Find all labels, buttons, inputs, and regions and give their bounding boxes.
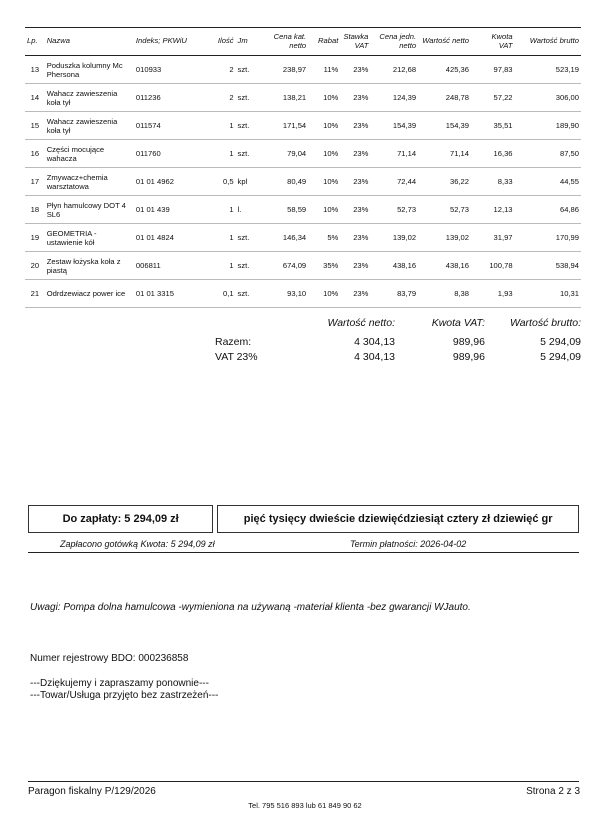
cell-name: Zestaw łożyska koła z piastą (46, 256, 121, 275)
cell-unit: szt. (237, 261, 250, 270)
cell-name: GEOMETRIA - ustawienie kół (46, 228, 97, 247)
totals-sum-row (215, 334, 581, 349)
table-header-row (25, 28, 581, 56)
cell-cat-price: 238,97 (282, 65, 307, 74)
cell-vat: 35,51 (493, 121, 513, 130)
cell-index: 006811 (135, 261, 161, 270)
cell-index: 011574 (135, 121, 161, 130)
thank-you-note (30, 678, 218, 702)
cell-gross: 64,86 (559, 205, 579, 214)
cell-cat-price: 93,10 (287, 289, 307, 298)
cell-unit: szt. (237, 149, 250, 158)
cell-unit: kpl (237, 177, 248, 186)
cell-discount: 10% (323, 93, 339, 102)
cell-discount: 5% (327, 233, 339, 242)
cell-unit-price: 83,79 (397, 289, 417, 298)
cell-discount: 10% (323, 121, 339, 130)
cell-discount: 35% (323, 261, 339, 270)
thanks-line-2: ---Towar/Usługa przyjęto bez zastrzeżeń--- (30, 690, 219, 701)
cell-qty: 2 (229, 93, 234, 102)
col-unit-price: Cena jedn. netto (379, 32, 417, 50)
totals-summary (215, 315, 581, 364)
cell-lp: 16 (30, 149, 40, 158)
cell-vat: 1,93 (497, 289, 513, 298)
cell-qty: 0,5 (222, 177, 234, 186)
cell-vat-rate: 23% (353, 121, 369, 130)
rate-vat: 989,96 (452, 350, 485, 363)
cell-cat-price: 146,34 (282, 233, 307, 242)
cell-vat: 16,36 (493, 149, 513, 158)
cell-unit-price: 139,02 (392, 233, 417, 242)
payment-due-boxes (28, 505, 579, 533)
cell-net: 139,02 (445, 233, 469, 242)
table-row (25, 140, 581, 168)
cell-index: 01 01 439 (135, 205, 170, 214)
col-vat-rate: Stawka VAT (343, 32, 369, 50)
sum-vat: 989,96 (452, 335, 485, 348)
footer-divider (28, 781, 579, 782)
cell-net: 425,36 (445, 65, 469, 74)
cell-index: 01 01 3315 (135, 289, 174, 298)
cell-vat-rate: 23% (353, 65, 369, 74)
sum-label: Razem: (215, 335, 252, 348)
rate-label: VAT 23% (215, 350, 258, 363)
sum-gross: 5 294,09 (540, 335, 581, 348)
cell-index: 010933 (135, 65, 162, 74)
table-row (25, 224, 581, 252)
table-row (25, 196, 581, 224)
cell-vat-rate: 23% (353, 177, 369, 186)
rate-net: 4 304,13 (354, 350, 395, 363)
cell-lp: 13 (30, 65, 40, 74)
cell-gross: 306,00 (555, 93, 579, 102)
cell-name: Płyn hamulcowy DOT 4 SL6 (46, 200, 126, 219)
cell-index: 01 01 4824 (135, 233, 174, 242)
col-unit: Jm (237, 36, 248, 46)
cell-gross: 189,90 (555, 121, 579, 130)
paid-cash-info: Zapłacono gotówką Kwota: 5 294,09 zł (60, 539, 215, 549)
receipt-number: Paragon fiskalny P/129/2026 (28, 786, 156, 797)
cell-cat-price: 80,49 (287, 177, 307, 186)
cell-cat-price: 79,04 (287, 149, 307, 158)
table-row (25, 252, 581, 280)
sum-net: 4 304,13 (354, 335, 395, 348)
amount-due: Do zapłaty: 5 294,09 zł (28, 505, 213, 533)
remarks: Uwagi: Pompa dolna hamulcowa -wymieniona na używaną -materiał klienta -bez gwarancji WJauto. (30, 602, 471, 613)
cell-discount: 10% (323, 205, 339, 214)
cell-net: 36,22 (449, 177, 469, 186)
cell-qty: 1 (229, 149, 234, 158)
col-qty: Ilość (217, 36, 234, 46)
table-row (25, 84, 581, 112)
cell-gross: 538,94 (555, 261, 579, 270)
rate-gross: 5 294,09 (540, 350, 581, 363)
col-discount: Rabat (318, 36, 339, 46)
cell-qty: 1 (229, 121, 234, 130)
cell-vat: 100,78 (489, 261, 513, 270)
cell-vat-rate: 23% (353, 205, 369, 214)
totals-vat-label: Kwota VAT: (431, 316, 485, 329)
cell-discount: 11% (323, 65, 339, 74)
cell-discount: 10% (323, 177, 339, 186)
col-vat-amount: Kwota VAT (491, 32, 513, 50)
cell-gross: 87,50 (559, 149, 579, 158)
cell-vat: 57,22 (493, 93, 513, 102)
thanks-line-1: ---Dziękujemy i zapraszamy ponownie--- (30, 678, 209, 689)
cell-unit: szt. (237, 65, 250, 74)
cell-unit: szt. (237, 289, 250, 298)
cell-qty: 1 (229, 233, 234, 242)
payment-term: Termin płatności: 2026-04-02 (350, 539, 467, 549)
cell-cat-price: 171,54 (282, 121, 307, 130)
cell-unit: szt. (237, 233, 250, 242)
cell-discount: 10% (323, 149, 339, 158)
cell-net: 8,38 (454, 289, 469, 298)
cell-unit-price: 124,39 (392, 93, 417, 102)
cell-vat: 8,33 (497, 177, 513, 186)
totals-gross-label: Wartość brutto: (510, 316, 581, 329)
cell-name: Wahacz zawieszenia koła tył (46, 88, 118, 107)
cell-name: Odrdzewiacz power ice (46, 289, 126, 298)
col-lp: Lp. (27, 36, 38, 46)
cell-vat: 97,83 (493, 65, 513, 74)
payment-divider (28, 552, 579, 553)
cell-unit-price: 52,73 (397, 205, 417, 214)
cell-lp: 17 (30, 177, 40, 186)
contact-phone: Tel. 795 516 893 lub 61 849 90 62 (248, 801, 362, 810)
cell-gross: 523,19 (555, 65, 579, 74)
cell-unit-price: 71,14 (397, 149, 417, 158)
cell-unit-price: 438,16 (392, 261, 417, 270)
cell-cat-price: 58,59 (287, 205, 307, 214)
cell-gross: 44,55 (559, 177, 579, 186)
bdo-number: Numer rejestrowy BDO: 000236858 (30, 653, 189, 664)
col-index: Indeks; PKWiU (135, 36, 187, 46)
cell-qty: 1 (229, 261, 234, 270)
cell-cat-price: 674,09 (282, 261, 307, 270)
cell-vat-rate: 23% (353, 233, 369, 242)
cell-net: 71,14 (449, 149, 469, 158)
cell-vat-rate: 23% (353, 93, 369, 102)
cell-name: Części mocujące wahacza (46, 144, 105, 163)
table-row (25, 280, 581, 308)
cell-qty: 1 (229, 205, 234, 214)
col-gross-value: Wartość brutto (529, 36, 579, 46)
cell-name: Wahacz zawieszenia koła tył (46, 116, 118, 135)
cell-vat: 31,97 (493, 233, 513, 242)
cell-lp: 14 (30, 93, 40, 102)
cell-gross: 10,31 (559, 289, 579, 298)
totals-header (215, 315, 581, 330)
table-row (25, 168, 581, 196)
cell-unit-price: 72,44 (397, 177, 417, 186)
cell-net: 52,73 (449, 205, 469, 214)
cell-unit: szt. (237, 93, 250, 102)
invoice-items-table (25, 27, 581, 308)
cell-unit-price: 212,68 (392, 65, 417, 74)
totals-net-label: Wartość netto: (327, 316, 395, 329)
cell-index: 011760 (135, 149, 161, 158)
cell-qty: 2 (229, 65, 234, 74)
cell-discount: 10% (323, 289, 339, 298)
totals-rate-row (215, 349, 581, 364)
cell-gross: 170,99 (555, 233, 579, 242)
amount-in-words: pięć tysięcy dwieście dziewięćdziesiąt cztery zł dziewięć gr (217, 505, 579, 533)
cell-vat-rate: 23% (353, 149, 369, 158)
cell-vat-rate: 23% (353, 261, 369, 270)
cell-name: Zmywacz+chemia warsztatowa (46, 172, 108, 191)
cell-index: 011236 (135, 93, 161, 102)
cell-net: 154,39 (445, 121, 469, 130)
cell-net: 438,16 (445, 261, 469, 270)
cell-unit: l. (237, 205, 242, 214)
table-row (25, 56, 581, 84)
cell-vat-rate: 23% (353, 289, 369, 298)
cell-unit-price: 154,39 (392, 121, 417, 130)
cell-qty: 0,1 (222, 289, 234, 298)
col-net-value: Wartość netto (422, 36, 469, 46)
cell-lp: 19 (30, 233, 40, 242)
cell-lp: 18 (30, 205, 40, 214)
cell-lp: 20 (30, 261, 40, 270)
cell-vat: 12,13 (493, 205, 513, 214)
col-name: Nazwa (46, 36, 70, 46)
cell-unit: szt. (237, 121, 250, 130)
table-row (25, 112, 581, 140)
cell-net: 248,78 (445, 93, 469, 102)
cell-lp: 15 (30, 121, 40, 130)
cell-name: Poduszka kolumny Mc Phersona (46, 60, 123, 79)
page-number: Strona 2 z 3 (526, 786, 580, 797)
cell-index: 01 01 4962 (135, 177, 174, 186)
col-cat-price: Cena kat. netto (273, 32, 307, 50)
cell-lp: 21 (30, 289, 40, 298)
cell-cat-price: 138,21 (282, 93, 307, 102)
